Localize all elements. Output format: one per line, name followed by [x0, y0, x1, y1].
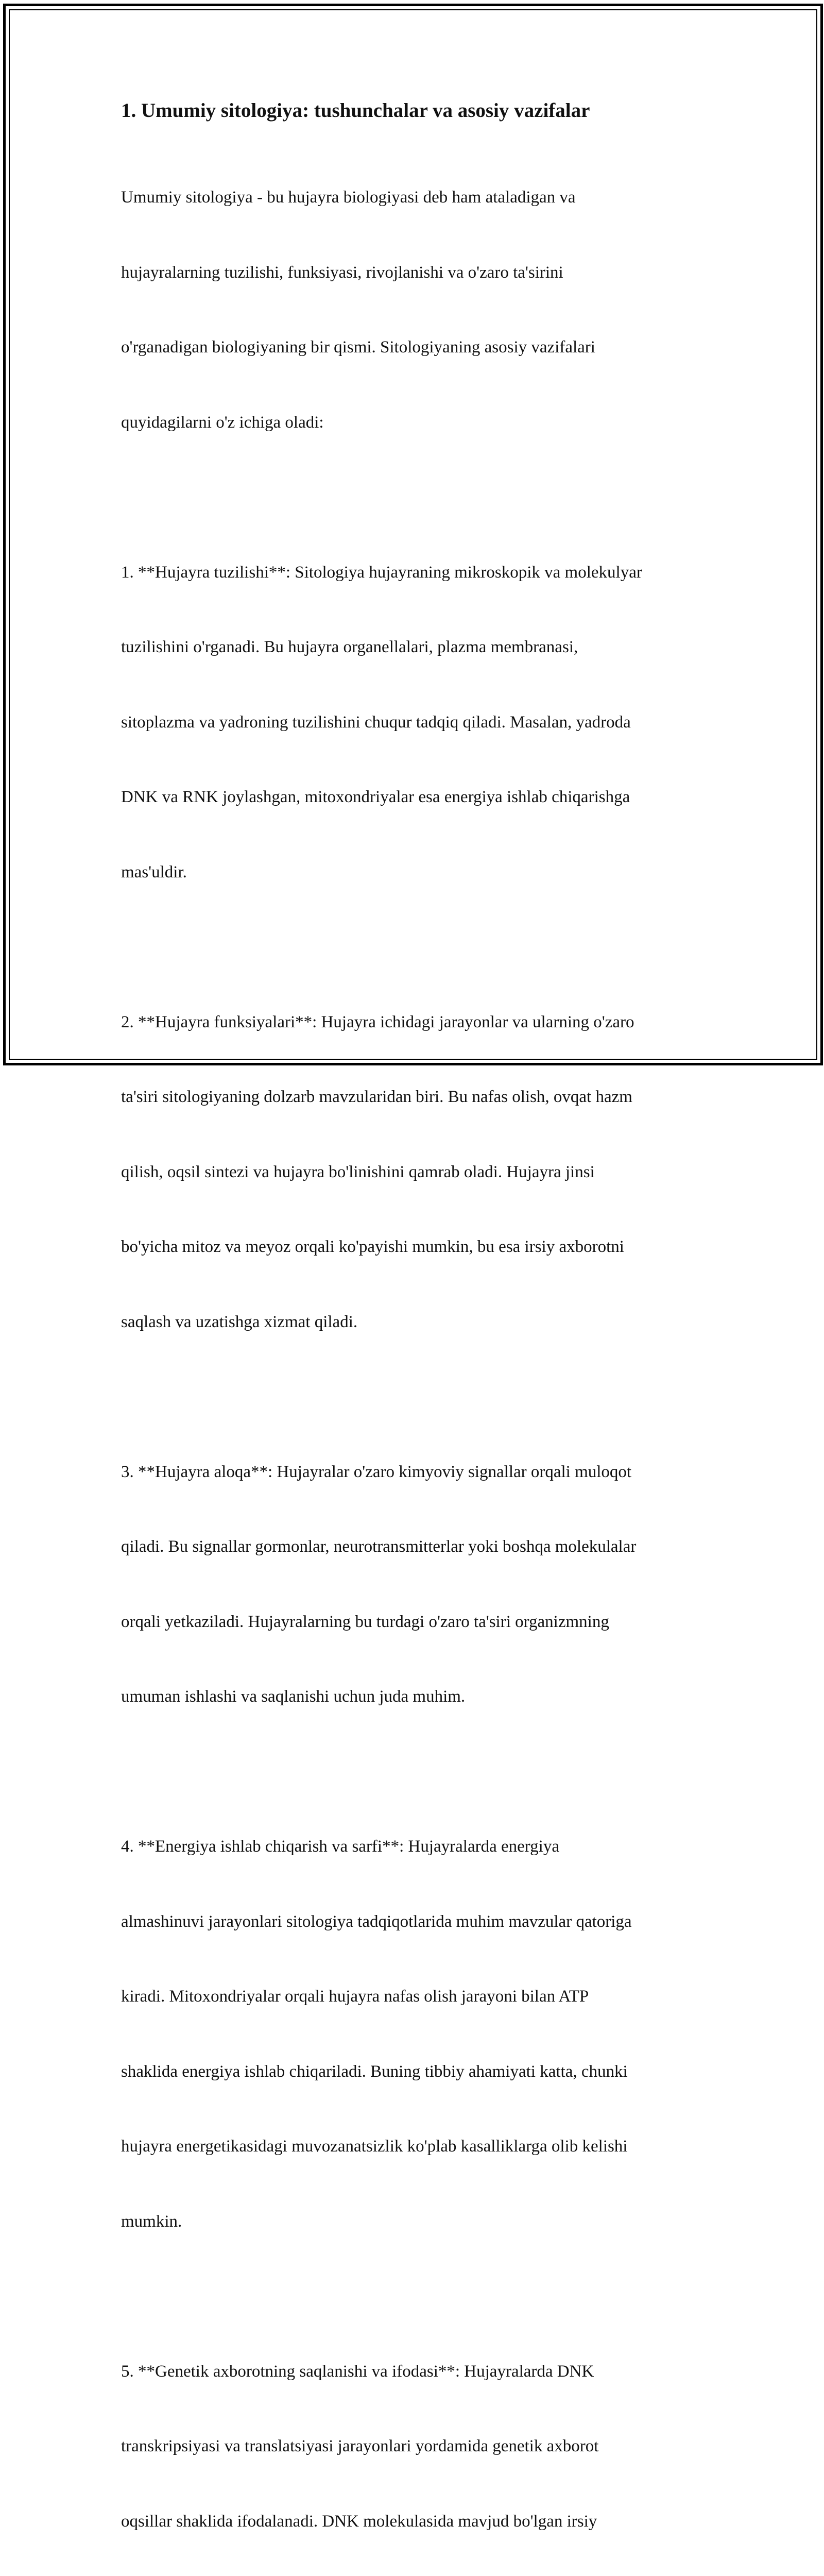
text-line: shaklida energiya ishlab chiqariladi. Buning tibbiy ahamiyati katta, chunki: [121, 2059, 708, 2084]
text-line: 4. **Energiya ishlab chiqarish va sarfi**: Hujayralarda energiya: [121, 1834, 708, 1859]
text-line: kiradi. Mitoxondriyalar orqali hujayra nafas olish jarayoni bilan ATP: [121, 1984, 708, 2009]
text-line: qiladi. Bu signallar gormonlar, neurotransmitterlar yoki boshqa molekulalar: [121, 1534, 708, 1560]
text-line: orqali yetkaziladi. Hujayralarning bu turdagi o'zaro ta'siri organizmning: [121, 1609, 708, 1635]
list-item-cell-structure: [121, 510, 708, 935]
text-line: tuzilishini o'rganadi. Bu hujayra organellalari, plazma membranasi,: [121, 635, 708, 660]
text-line: sitoplazma va yadroning tuzilishini chuqur tadqiq qiladi. Masalan, yadroda: [121, 710, 708, 735]
page-title: 1. Umumiy sitologiya: tushunchalar va asosiy vazifalar: [121, 97, 708, 125]
text-line: DNK va RNK joylashgan, mitoxondriyalar esa energiya ishlab chiqarishga: [121, 785, 708, 810]
text-line: quyidagilarni o'z ichiga oladi:: [121, 410, 708, 435]
text-line: Umumiy sitologiya - bu hujayra biologiyasi deb ham ataladigan va: [121, 185, 708, 210]
text-line: 3. **Hujayra aloqa**: Hujayralar o'zaro kimyoviy signallar orqali muloqot: [121, 1460, 708, 1485]
text-line: 1. **Hujayra tuzilishi**: Sitologiya hujayraning mikroskopik va molekulyar: [121, 560, 708, 585]
text-line: oqsillar shaklida ifodalanadi. DNK molekulasida mavjud bo'lgan irsiy: [121, 2509, 708, 2534]
text-line: transkripsiyasi va translatsiyasi jarayonlari yordamida genetik axborot: [121, 2434, 708, 2459]
list-item-energy: [121, 1784, 708, 2284]
text-line: saqlash va uzatishga xizmat qiladi.: [121, 1310, 708, 1335]
list-item-cell-communication: [121, 1410, 708, 1759]
text-line: ta'siri sitologiyaning dolzarb mavzularidan biri. Bu nafas olish, ovqat hazm: [121, 1084, 708, 1110]
document-body: [121, 97, 708, 2576]
text-line: umuman ishlashi va saqlanishi uchun juda muhim.: [121, 1684, 708, 1709]
list-item-cell-functions: [121, 960, 708, 1385]
text-line: 2. **Hujayra funksiyalari**: Hujayra ichidagi jarayonlar va ularning o'zaro: [121, 1010, 708, 1035]
text-line: o'rganadigan biologiyaning bir qismi. Sitologiyaning asosiy vazifalari: [121, 335, 708, 360]
text-line: almashinuvi jarayonlari sitologiya tadqiqotlarida muhim mavzular qatoriga: [121, 1909, 708, 1935]
text-line: qilish, oqsil sintezi va hujayra bo'linishini qamrab oladi. Hujayra jinsi: [121, 1160, 708, 1185]
intro-paragraph: [121, 135, 708, 485]
text-line: 5. **Genetik axborotning saqlanishi va ifodasi**: Hujayralarda DNK: [121, 2359, 708, 2384]
text-line: hujayralarning tuzilishi, funksiyasi, rivojlanishi va o'zaro ta'sirini: [121, 260, 708, 285]
list-item-genetic-info: [121, 2309, 708, 2576]
text-line: mumkin.: [121, 2209, 708, 2234]
text-line: bo'yicha mitoz va meyoz orqali ko'payishi mumkin, bu esa irsiy axborotni: [121, 1234, 708, 1260]
text-line: hujayra energetikasidagi muvozanatsizlik ko'plab kasalliklarga olib kelishi: [121, 2134, 708, 2159]
text-line: mas'uldir.: [121, 860, 708, 885]
